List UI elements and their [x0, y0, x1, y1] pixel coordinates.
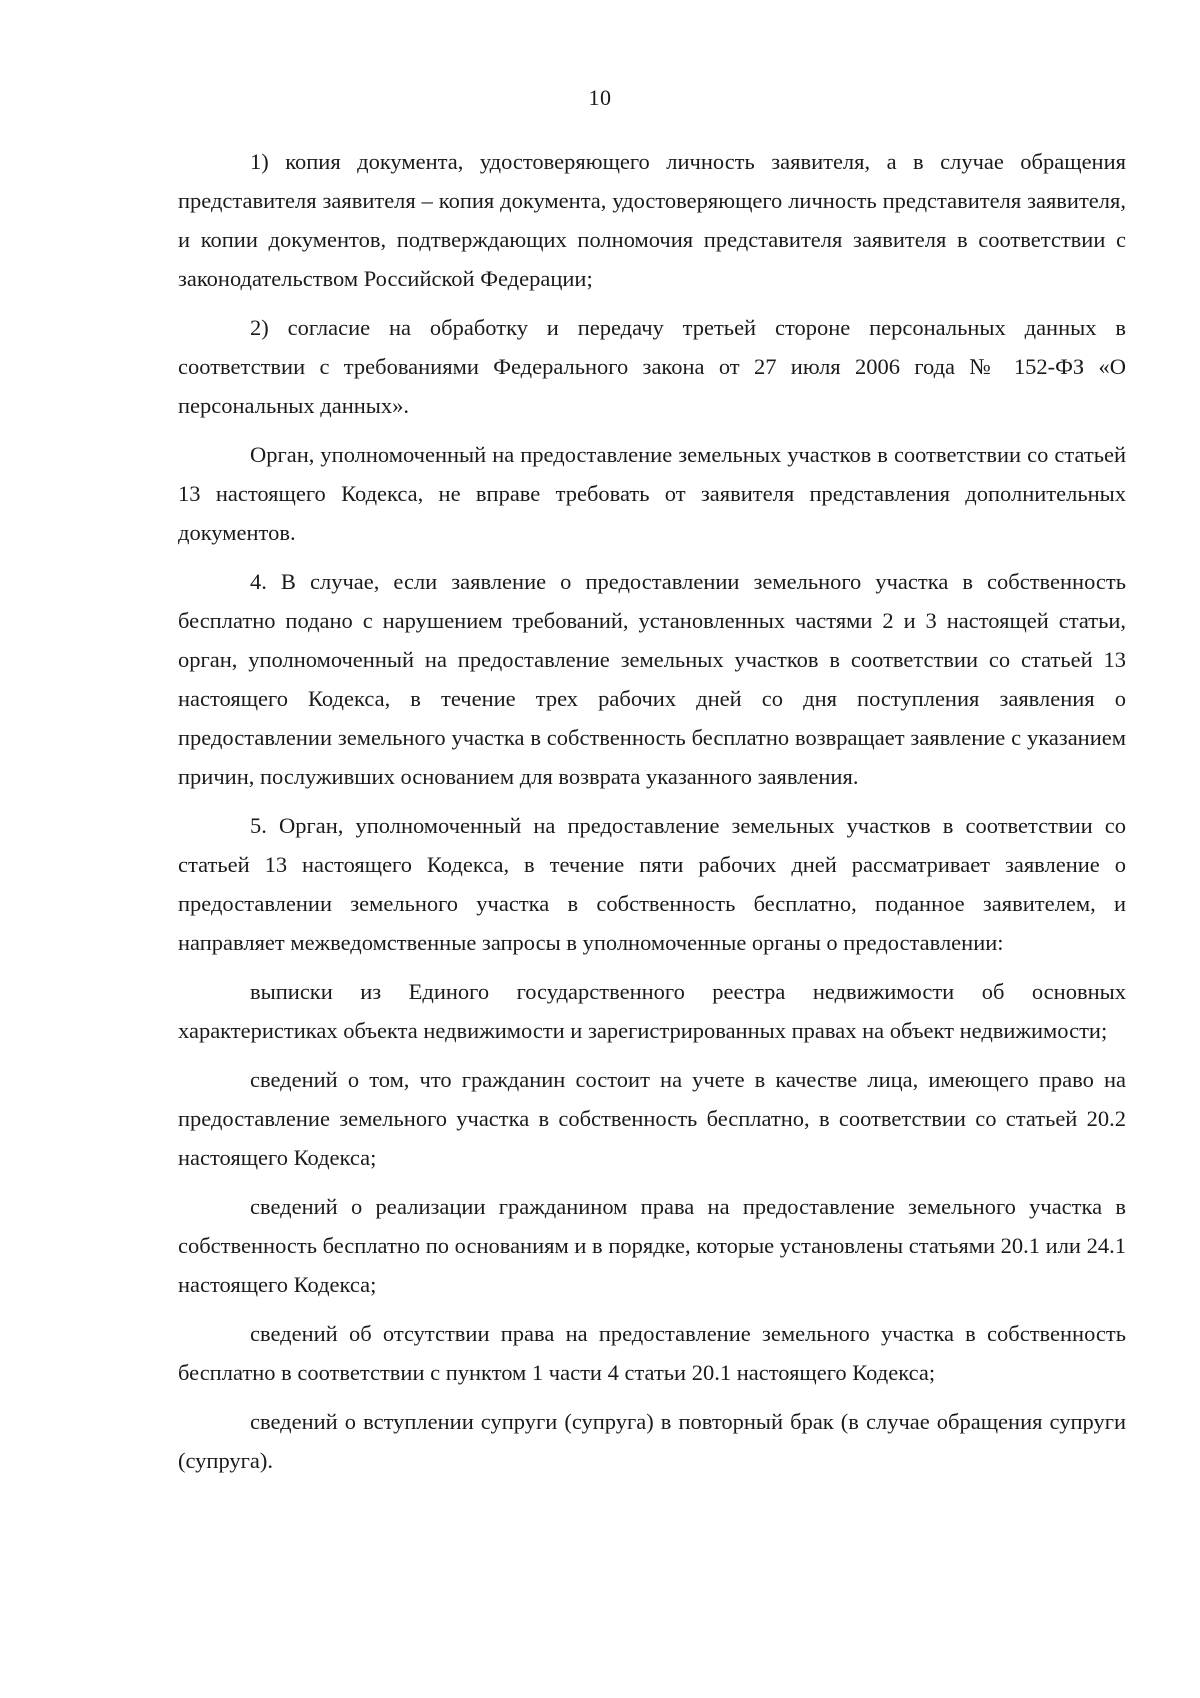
paragraph-item-1-identity-copy: 1) копия документа, удостоверяющего личность заявителя, а в случае обращения представителя заявителя – копия документа, удостоверяющего личность представителя заявителя, и копии документов, подтверждающих полномочия представителя заявителя в соответствии с законодательством Российской Федерации; — [178, 149, 1126, 291]
paragraph-registration-info: сведений о том, что гражданин состоит на учете в качестве лица, имеющего право на предоставление земельного участка в собственность бесплатно, в соответствии со статьей 20.2 настоящего Кодекса; — [178, 1067, 1126, 1170]
paragraph-no-additional-documents: Орган, уполномоченный на предоставление земельных участков в соответствии со статьей 13 настоящего Кодекса, не вправе требовать от заявителя представления дополнительных документов. — [178, 442, 1126, 545]
paragraph-absence-of-right-info: сведений об отсутствии права на предоставление земельного участка в собственность бесплатно в соответствии с пунктом 1 части 4 статьи 20.1 настоящего Кодекса; — [178, 1321, 1126, 1385]
paragraph-remarriage-info: сведений о вступлении супруги (супруга) в повторный брак (в случае обращения супруги (супруга). — [178, 1409, 1126, 1473]
paragraph-item-2-personal-data-consent: 2) согласие на обработку и передачу третьей стороне персональных данных в соответствии с требованиями Федерального закона от 27 июля 2006 года № 152-ФЗ «О персональных данных». — [178, 315, 1126, 418]
paragraph-registry-extract: выписки из Единого государственного реестра недвижимости об основных характеристиках объекта недвижимости и зарегистрированных правах на объект недвижимости; — [178, 979, 1126, 1043]
page-number: 10 — [588, 85, 612, 110]
document-body — [178, 142, 1126, 1490]
paragraph-clause-5-interagency-requests: 5. Орган, уполномоченный на предоставление земельных участков в соответствии со статьей 13 настоящего Кодекса, в течение пяти рабочих дней рассматривает заявление о предоставлении земельного участка в собственность бесплатно, поданное заявителем, и направляет межведомственные запросы в уполномоченные органы о предоставлении: — [178, 813, 1126, 955]
paragraph-right-realization-info: сведений о реализации гражданином права на предоставление земельного участка в собственность бесплатно по основаниям и в порядке, которые установлены статьями 20.1 или 24.1 настоящего Кодекса; — [178, 1194, 1126, 1297]
paragraph-clause-4-return-application: 4. В случае, если заявление о предоставлении земельного участка в собственность бесплатно подано с нарушением требований, установленных частями 2 и 3 настоящей статьи, орган, уполномоченный на предоставление земельных участков в соответствии со статьей 13 настоящего Кодекса, в течение трех рабочих дней со дня поступления заявления о предоставлении земельного участка в собственность бесплатно возвращает заявление с указанием причин, послуживших основанием для возврата указанного заявления. — [178, 569, 1126, 789]
